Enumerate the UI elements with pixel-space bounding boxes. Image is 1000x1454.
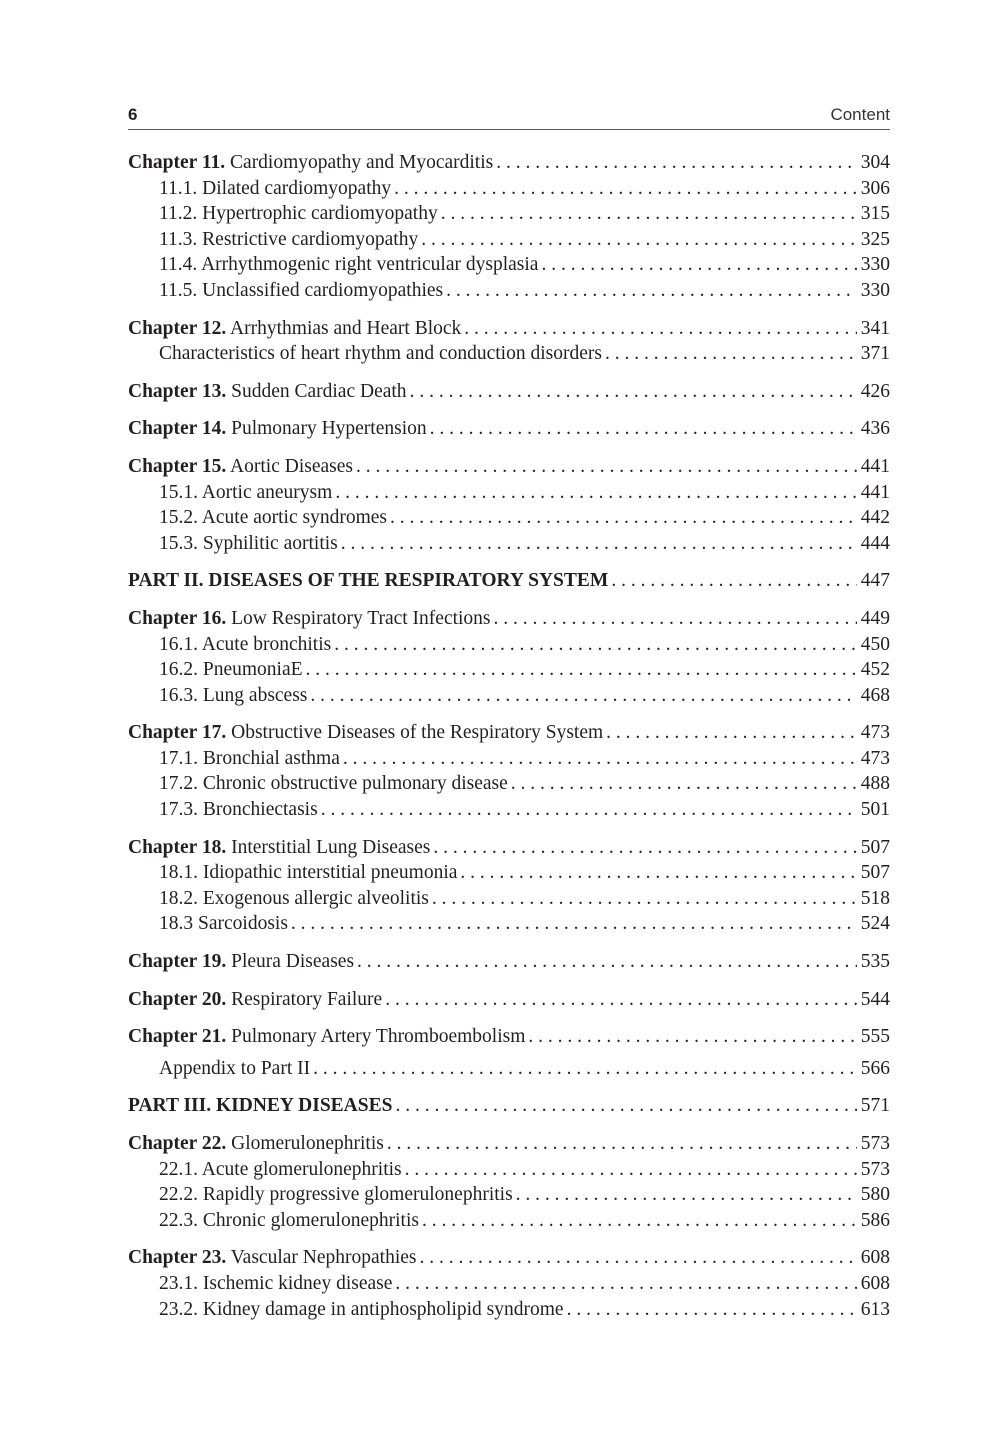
toc-entry-title bbox=[159, 505, 387, 531]
page-ref: 580 bbox=[860, 1184, 890, 1206]
chapter-number: Chapter 18. bbox=[128, 836, 227, 858]
toc-group bbox=[128, 1093, 890, 1119]
entry-title-text: Cardiomyopathy and Myocarditis bbox=[230, 152, 494, 173]
toc-section-entry[interactable] bbox=[128, 201, 890, 227]
toc-section-entry[interactable] bbox=[128, 683, 890, 709]
dot-leader bbox=[496, 150, 857, 176]
chapter-number: Chapter 13. bbox=[128, 380, 227, 402]
toc-section-entry[interactable] bbox=[128, 1157, 890, 1183]
toc-chapter-entry[interactable] bbox=[128, 454, 890, 480]
toc-group bbox=[128, 606, 890, 708]
entry-title-text: 16.3. Lung abscess bbox=[159, 684, 308, 706]
entry-title-text: 11.1. Dilated cardiomyopathy bbox=[159, 177, 392, 199]
toc-section-entry[interactable] bbox=[128, 771, 890, 797]
page-ref: 426 bbox=[860, 380, 890, 402]
entry-title-text: Sudden Cardiac Death bbox=[231, 380, 407, 402]
toc-section-entry[interactable] bbox=[128, 886, 890, 912]
page-number: 6 bbox=[128, 105, 138, 124]
entry-title-text: 18.3 Sarcoidosis bbox=[159, 913, 288, 935]
entry-title-text: 11.4. Arrhythmogenic right ventricular dysplasia bbox=[159, 254, 539, 276]
dot-leader bbox=[385, 987, 857, 1013]
toc-section-entry[interactable] bbox=[128, 227, 890, 253]
page-ref: 573 bbox=[860, 1133, 890, 1154]
toc-group bbox=[128, 949, 890, 975]
toc-group bbox=[128, 1056, 890, 1082]
page-ref: 341 bbox=[860, 317, 890, 339]
toc-part-entry[interactable] bbox=[128, 1093, 890, 1119]
chapter-number: Chapter 20. bbox=[128, 988, 227, 1010]
page-ref: 436 bbox=[860, 418, 890, 440]
toc-entry-title bbox=[159, 176, 391, 202]
toc-group bbox=[128, 454, 890, 556]
dot-leader bbox=[432, 886, 857, 912]
toc-entry-title bbox=[159, 252, 538, 278]
entry-title-text: 11.5. Unclassified cardiomyopathies bbox=[159, 279, 444, 301]
toc-entry-title bbox=[159, 746, 340, 772]
entry-title-text: 17.2. Chronic obstructive pulmonary disease bbox=[159, 773, 508, 795]
toc-chapter-entry[interactable] bbox=[128, 379, 890, 405]
page-ref: 442 bbox=[860, 507, 890, 529]
toc-entry-title bbox=[159, 1297, 564, 1323]
entry-title-text: 16.2. PneumoniaE bbox=[159, 659, 303, 681]
chapter-number: Chapter 11. bbox=[128, 152, 226, 173]
toc-chapter-entry[interactable] bbox=[128, 987, 890, 1013]
page-ref: 507 bbox=[860, 836, 890, 858]
dot-leader bbox=[394, 176, 857, 202]
dot-leader bbox=[605, 341, 857, 367]
page-ref: 544 bbox=[860, 988, 890, 1010]
dot-leader bbox=[343, 746, 857, 772]
toc-entry-title bbox=[159, 278, 443, 304]
toc-entry-title bbox=[128, 606, 491, 632]
page-ref: 315 bbox=[860, 203, 890, 225]
toc-entry-title bbox=[128, 949, 354, 975]
dot-leader bbox=[441, 201, 857, 227]
page-header bbox=[128, 102, 890, 130]
entry-title-text: Respiratory Failure bbox=[231, 988, 383, 1010]
page-ref: 555 bbox=[860, 1026, 890, 1048]
dot-leader bbox=[335, 480, 857, 506]
entry-title-text: 15.3. Syphilitic aortitis bbox=[159, 532, 338, 554]
dot-leader bbox=[541, 252, 857, 278]
toc-section-entry[interactable] bbox=[128, 911, 890, 937]
entry-title-text: Arrhythmias and Heart Block bbox=[230, 317, 462, 339]
entry-title-text: 22.2. Rapidly progressive glomerulonephritis bbox=[159, 1184, 513, 1206]
page-ref: 518 bbox=[860, 887, 890, 909]
entry-title-text: 11.3. Restrictive cardiomyopathy bbox=[159, 228, 419, 250]
toc-section-entry[interactable] bbox=[128, 860, 890, 886]
dot-leader bbox=[395, 1093, 857, 1119]
toc-chapter-entry[interactable] bbox=[128, 316, 890, 342]
chapter-number: Chapter 21. bbox=[128, 1026, 227, 1048]
toc-section-entry[interactable] bbox=[128, 1182, 890, 1208]
toc-section-entry[interactable] bbox=[128, 1271, 890, 1297]
toc-appendix-entry[interactable] bbox=[128, 1056, 890, 1082]
toc-entry-title bbox=[159, 341, 602, 367]
page-ref: 488 bbox=[860, 773, 890, 795]
page-ref: 371 bbox=[860, 343, 890, 365]
toc-entry-title bbox=[159, 911, 288, 937]
page-ref: 441 bbox=[860, 481, 890, 503]
toc-entry-title bbox=[159, 1208, 419, 1234]
entry-title-text: 22.3. Chronic glomerulonephritis bbox=[159, 1209, 419, 1231]
toc-entry-title bbox=[159, 227, 418, 253]
toc-entry-title bbox=[159, 683, 307, 709]
page-ref: 501 bbox=[860, 799, 890, 821]
dot-leader bbox=[511, 771, 857, 797]
page-ref: 444 bbox=[860, 532, 890, 554]
page-ref: 608 bbox=[860, 1272, 890, 1294]
entry-title-text: 15.2. Acute aortic syndromes bbox=[159, 507, 387, 529]
toc-chapter-entry[interactable] bbox=[128, 416, 890, 442]
toc-section-entry[interactable] bbox=[128, 278, 890, 304]
dot-leader bbox=[405, 1157, 857, 1183]
toc-entry-title bbox=[128, 568, 608, 594]
toc-chapter-entry[interactable] bbox=[128, 949, 890, 975]
dot-leader bbox=[611, 568, 857, 594]
toc-entry-title bbox=[128, 987, 382, 1013]
entry-title-text: Aortic Diseases bbox=[230, 455, 353, 477]
dot-leader bbox=[433, 835, 857, 861]
chapter-number: Chapter 19. bbox=[128, 951, 227, 973]
toc-entry-title bbox=[159, 657, 303, 683]
dot-leader bbox=[446, 278, 857, 304]
page-ref: 613 bbox=[860, 1298, 890, 1320]
toc-section-entry[interactable] bbox=[128, 657, 890, 683]
entry-title-text: 17.3. Bronchiectasis bbox=[159, 799, 318, 821]
dot-leader bbox=[334, 632, 857, 658]
toc-section-entry[interactable] bbox=[128, 1208, 890, 1234]
toc-entry-title bbox=[128, 1245, 417, 1271]
toc-chapter-entry[interactable] bbox=[128, 1131, 890, 1157]
dot-leader bbox=[390, 505, 857, 531]
dot-leader bbox=[387, 1131, 857, 1157]
page-ref: 304 bbox=[860, 152, 890, 173]
page-ref: 447 bbox=[860, 570, 890, 592]
dot-leader bbox=[464, 316, 857, 342]
page-ref: 573 bbox=[860, 1158, 890, 1180]
toc-part-entry[interactable] bbox=[128, 568, 890, 594]
toc-entry-title bbox=[128, 316, 461, 342]
toc-section-entry[interactable] bbox=[128, 505, 890, 531]
toc-group bbox=[128, 835, 890, 937]
entry-title-text: 23.1. Ischemic kidney disease bbox=[159, 1272, 393, 1294]
chapter-number: Chapter 14. bbox=[128, 418, 227, 440]
toc-chapter-entry[interactable] bbox=[128, 1245, 890, 1271]
page-ref: 468 bbox=[860, 684, 890, 706]
toc-section-entry[interactable] bbox=[128, 632, 890, 658]
chapter-number: Chapter 15. bbox=[128, 455, 227, 477]
toc-chapter-entry[interactable] bbox=[128, 1024, 890, 1050]
dot-leader bbox=[321, 797, 857, 823]
chapter-number: Chapter 12. bbox=[128, 317, 227, 339]
dot-leader bbox=[291, 911, 857, 937]
entry-title-text: Interstitial Lung Diseases bbox=[231, 836, 431, 858]
entry-title-text: 22.1. Acute glomerulonephritis bbox=[159, 1158, 402, 1180]
entry-title-text: Appendix to Part II bbox=[159, 1057, 311, 1079]
toc-entry-title bbox=[159, 201, 438, 227]
entry-title-text: 18.2. Exogenous allergic alveolitis bbox=[159, 887, 429, 909]
toc-section-entry[interactable] bbox=[128, 176, 890, 202]
page-ref: 586 bbox=[860, 1209, 890, 1231]
toc-entry-title bbox=[128, 416, 427, 442]
entry-title-text: PART III. KIDNEY DISEASES bbox=[128, 1095, 393, 1117]
toc-entry-title bbox=[159, 886, 429, 912]
toc-chapter-entry[interactable] bbox=[128, 150, 890, 176]
toc-group bbox=[128, 379, 890, 405]
toc-section-entry[interactable] bbox=[128, 797, 890, 823]
page-ref: 608 bbox=[860, 1247, 890, 1269]
dot-leader bbox=[410, 379, 857, 405]
toc-entry-title bbox=[128, 454, 353, 480]
toc-chapter-entry[interactable] bbox=[128, 835, 890, 861]
toc-section-entry[interactable] bbox=[128, 531, 890, 557]
entry-title-text: 16.1. Acute bronchitis bbox=[159, 633, 332, 655]
toc-group bbox=[128, 568, 890, 594]
page-ref: 450 bbox=[860, 633, 890, 655]
toc-section-entry[interactable] bbox=[128, 1297, 890, 1323]
entry-title-text: Pulmonary Hypertension bbox=[231, 418, 427, 440]
dot-leader bbox=[528, 1024, 857, 1050]
page-ref: 441 bbox=[860, 455, 890, 477]
page-ref: 452 bbox=[860, 659, 890, 681]
toc-entry-title bbox=[159, 632, 331, 658]
chapter-number: Chapter 22. bbox=[128, 1133, 227, 1154]
toc-group bbox=[128, 987, 890, 1013]
entry-title-text: Obstructive Diseases of the Respiratory System bbox=[231, 722, 604, 744]
entry-title-text: 23.2. Kidney damage in antiphospholipid syndrome bbox=[159, 1298, 564, 1320]
toc-entry-title bbox=[128, 720, 603, 746]
toc-chapter-entry[interactable] bbox=[128, 606, 890, 632]
toc-entry-title bbox=[128, 835, 430, 861]
dot-leader bbox=[516, 1182, 857, 1208]
dot-leader bbox=[341, 531, 857, 557]
toc-entry-title bbox=[128, 1024, 525, 1050]
toc-entry-title bbox=[128, 1093, 392, 1119]
dot-leader bbox=[306, 657, 857, 683]
toc-chapter-entry[interactable] bbox=[128, 720, 890, 746]
toc-group bbox=[128, 416, 890, 442]
entry-title-text: PART II. DISEASES OF THE RESPIRATORY SYSTEM bbox=[128, 570, 609, 592]
entry-title-text: 17.1. Bronchial asthma bbox=[159, 747, 340, 769]
toc-entry-title bbox=[159, 860, 457, 886]
entry-title-text: Pulmonary Artery Thromboembolism bbox=[231, 1026, 526, 1048]
entry-title-text: Pleura Diseases bbox=[231, 951, 355, 973]
page-ref: 571 bbox=[860, 1095, 890, 1117]
page-ref: 473 bbox=[860, 747, 890, 769]
toc-entry-title bbox=[159, 531, 338, 557]
dot-leader bbox=[422, 1208, 857, 1234]
entry-title-text: Characteristics of heart rhythm and conduction disorders bbox=[159, 343, 602, 365]
running-head: Content bbox=[830, 105, 890, 124]
table-of-contents bbox=[128, 150, 890, 1334]
toc-group bbox=[128, 1131, 890, 1233]
page-ref: 566 bbox=[860, 1057, 890, 1079]
entry-title-text: 18.1. Idiopathic interstitial pneumonia bbox=[159, 862, 458, 884]
toc-section-entry[interactable] bbox=[128, 746, 890, 772]
toc-group bbox=[128, 316, 890, 367]
page-ref: 306 bbox=[860, 177, 890, 199]
toc-entry-title bbox=[159, 1271, 392, 1297]
page-ref: 330 bbox=[860, 254, 890, 276]
dot-leader bbox=[395, 1271, 857, 1297]
toc-group bbox=[128, 150, 890, 304]
page-ref: 449 bbox=[860, 607, 890, 629]
toc-group bbox=[128, 720, 890, 822]
dot-leader bbox=[567, 1297, 857, 1323]
page-ref: 507 bbox=[860, 862, 890, 884]
dot-leader bbox=[421, 227, 857, 253]
entry-title-text: Vascular Nephropathies bbox=[230, 1247, 417, 1269]
page-ref: 524 bbox=[860, 913, 890, 935]
toc-entry-title bbox=[159, 1182, 513, 1208]
chapter-number: Chapter 16. bbox=[128, 607, 227, 629]
page-ref: 325 bbox=[860, 228, 890, 250]
entry-title-text: 15.1. Aortic aneurysm bbox=[159, 481, 333, 503]
toc-entry-title bbox=[128, 150, 493, 176]
entry-title-text: 11.2. Hypertrophic cardiomyopathy bbox=[159, 203, 438, 225]
toc-entry-title bbox=[128, 1131, 384, 1157]
toc-entry-title bbox=[159, 771, 508, 797]
page-ref: 535 bbox=[860, 951, 890, 973]
toc-entry-title bbox=[159, 1056, 310, 1082]
toc-entry-title bbox=[159, 480, 332, 506]
toc-entry-title bbox=[128, 379, 407, 405]
toc-section-entry[interactable] bbox=[128, 480, 890, 506]
page-ref: 330 bbox=[860, 279, 890, 301]
toc-section-entry[interactable] bbox=[128, 341, 890, 367]
dot-leader bbox=[606, 720, 857, 746]
toc-section-entry[interactable] bbox=[128, 252, 890, 278]
chapter-number: Chapter 23. bbox=[128, 1247, 227, 1269]
dot-leader bbox=[420, 1245, 858, 1271]
dot-leader bbox=[356, 454, 857, 480]
dot-leader bbox=[313, 1056, 857, 1082]
toc-entry-title bbox=[159, 797, 318, 823]
dot-leader bbox=[357, 949, 857, 975]
dot-leader bbox=[460, 860, 857, 886]
toc-group bbox=[128, 1245, 890, 1322]
dot-leader bbox=[310, 683, 857, 709]
chapter-number: Chapter 17. bbox=[128, 722, 227, 744]
toc-group bbox=[128, 1024, 890, 1050]
entry-title-text: Low Respiratory Tract Infections bbox=[231, 607, 491, 629]
dot-leader bbox=[494, 606, 857, 632]
toc-entry-title bbox=[159, 1157, 402, 1183]
page-ref: 473 bbox=[860, 722, 890, 744]
dot-leader bbox=[430, 416, 857, 442]
entry-title-text: Glomerulonephritis bbox=[231, 1133, 384, 1154]
